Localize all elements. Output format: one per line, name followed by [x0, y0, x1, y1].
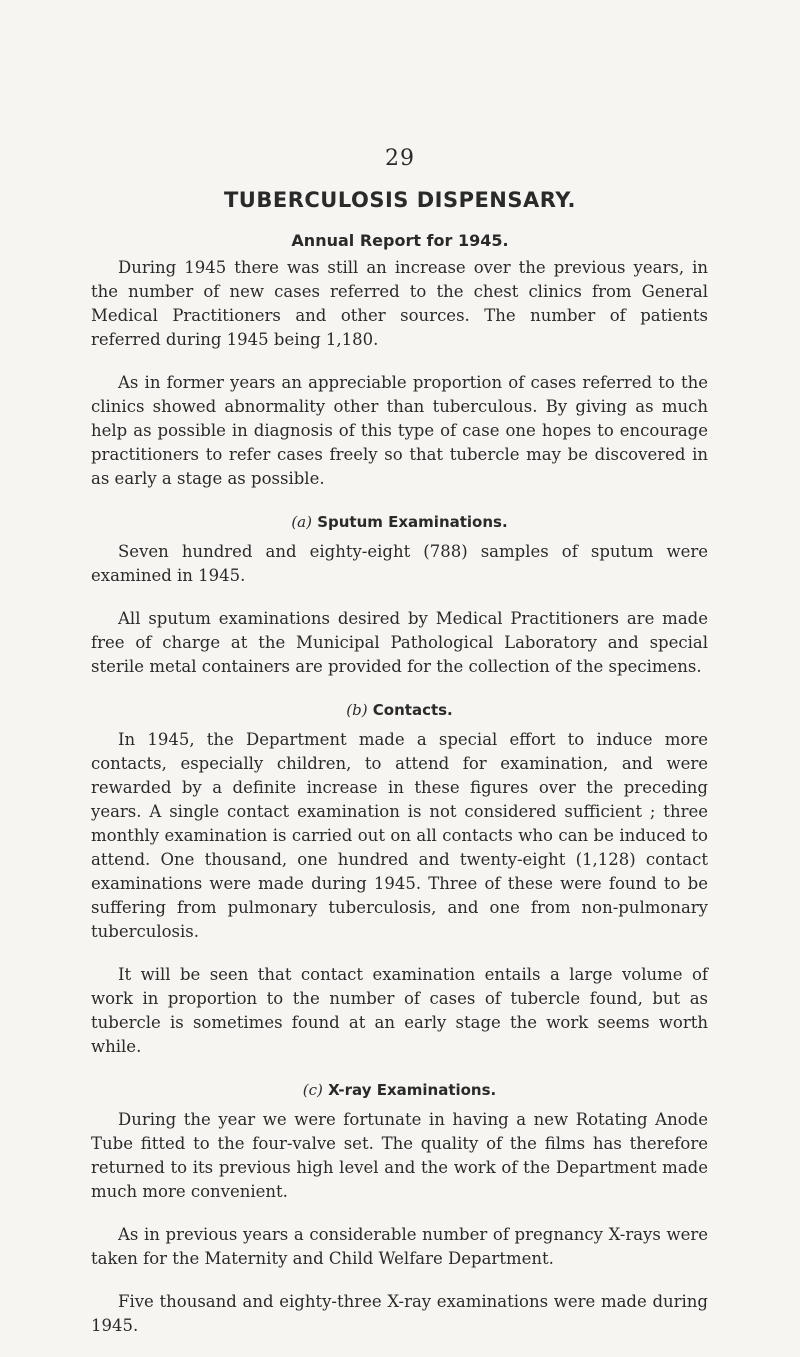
intro-paragraph-2: As in former years an appreciable proportion of cases referred to the clinics showed abnormality other than tuberculous. By giving as much help as possible in diagnosis of this type of case one hopes to encourage practitioners to refer cases freely so that tubercle may be discovered in as early a stage as possible.	[91, 373, 708, 488]
xray-paragraph-3: Five thousand and eighty-three X-ray examinations were made during 1945.	[91, 1292, 708, 1335]
contacts-paragraph-1: In 1945, the Department made a special effort to induce more contacts, especially children, to attend for examination, and were rewarded by a definite increase in these figures over the preceding years. A single contact examination is not considered sufficient ; three monthly examination is carried out on all contacts who can be induced to attend. One thousand, one hundred and twenty-eight (1,128) contact examinations were made during 1945. Three of these were found to be suffering from pulmonary tuberculosis, and one from non-pulmonary tuberculosis.	[91, 730, 708, 941]
page-subtitle: Annual Report for 1945.	[291, 231, 509, 250]
xray-paragraph-2: As in previous years a considerable number of pregnancy X-rays were taken for the Maternity and Child Welfare Department.	[91, 1225, 708, 1268]
section-marker: (c)	[302, 1081, 323, 1099]
report-body	[91, 256, 708, 1357]
section-marker: (a)	[291, 513, 312, 531]
section-heading-contacts	[91, 698, 708, 722]
sputum-paragraph-1: Seven hundred and eighty-eight (788) samples of sputum were examined in 1945.	[91, 542, 708, 585]
section-heading-text: Sputum Examinations.	[317, 513, 508, 531]
page-title: TUBERCULOSIS DISPENSARY.	[223, 188, 576, 212]
section-heading-text: X-ray Examinations.	[328, 1081, 497, 1099]
section-heading-xray	[91, 1078, 708, 1102]
section-heading-text: Contacts.	[372, 701, 453, 719]
xray-paragraph-1: During the year we were fortunate in having a new Rotating Anode Tube fitted to the four-valve set. The quality of the films has therefore returned to its previous high level and the work of the Department made much more convenient.	[91, 1110, 708, 1201]
section-marker: (b)	[346, 701, 368, 719]
contacts-paragraph-2: It will be seen that contact examination entails a large volume of work in proportion to the number of cases of tubercle found, but as tubercle is sometimes found at an early stage the work seems worth while.	[91, 965, 708, 1056]
page-number: 29	[385, 146, 415, 171]
sputum-paragraph-2: All sputum examinations desired by Medical Practitioners are made free of charge at the Municipal Pathological Laboratory and special sterile metal containers are provided for the collection of the specimens.	[91, 609, 708, 676]
intro-paragraph-1: During 1945 there was still an increase over the previous years, in the number of new cases referred to the chest clinics from General Medical Practitioners and other sources. The number of patients referred during 1945 being 1,180.	[91, 258, 708, 349]
section-heading-sputum	[91, 510, 708, 534]
